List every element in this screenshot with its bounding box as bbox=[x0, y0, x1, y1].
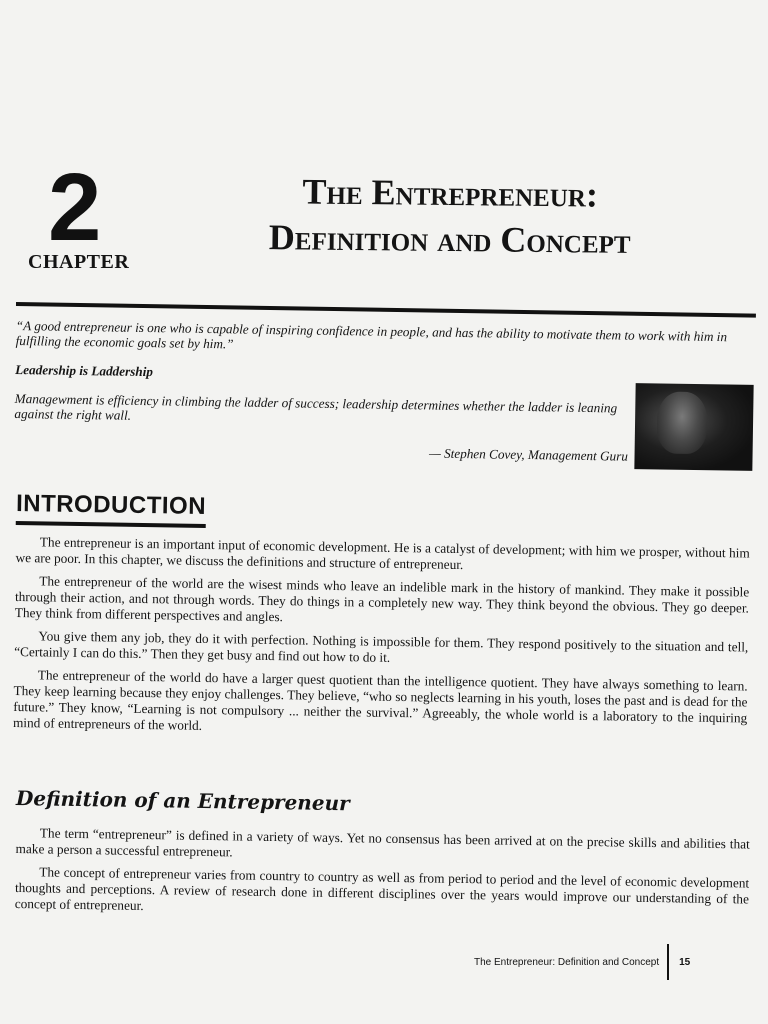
portrait-face bbox=[657, 391, 708, 454]
running-footer-title: The Entrepreneur: Definition and Concept bbox=[474, 956, 660, 968]
chapter-number: 2 bbox=[48, 154, 100, 261]
introduction-paragraph: The entrepreneur of the world are the wisest minds who leave an indelible mark in the history of mankind. They make it possible through their action, and not through words. They do things in a completely new way. They think beyond the obvious. They go deeper. They think from different perspectives and angles. bbox=[14, 573, 750, 625]
definition-paragraph: The term “entrepreneur” is defined in a variety of ways. Yet no consensus has been arrived at on the precise skills and abilities that make a person a successful entrepreneur. bbox=[15, 825, 750, 860]
epigraph-quote: “A good entrepreneur is one who is capable of inspiring confidence in people, and has the ability to motivate them to work with him in fulfilling the economic goals set by him.” bbox=[15, 318, 728, 352]
introduction-paragraph: You give them any job, they do it with perfection. Nothing is impossible for them. They respond positively to the situation and tell, “Certainly I can do this.” Then they get busy and find out how to do it. bbox=[14, 628, 749, 665]
introduction-paragraph: The entrepreneur is an important input of economic development. He is a catalyst of development; with him we prosper, without him we are poor. In this chapter, we discuss the definitions and structure of entrepreneur. bbox=[15, 534, 750, 573]
covey-quote: Managewment is efficiency in climbing the ladder of success; leadership determines whether the ladder is leaning against the right wall. bbox=[14, 390, 618, 423]
page-footer bbox=[474, 944, 690, 980]
definition-paragraph: The concept of entrepreneur varies from country to country as well as from period to period and the level of economic development thoughts and perceptions. A review of research done in different disciplines over the years would improve our understanding of the concept of entrepreneur. bbox=[14, 864, 750, 914]
definition-heading: Definition of an Entrepreneur bbox=[15, 786, 350, 816]
epigraph-heading: Leadership is Laddership bbox=[15, 361, 154, 380]
introduction-paragraph: The entrepreneur of the world do have a larger quest quotient than the intelligence quotient. They have always something to learn. They keep learning because they enjoy challenges. They believe, “who so neglects learning in his youth, loses the past and is dead for the future.” They know, “Learning is not compulsory ... neither the survival.” Agreeably, the whole world is a laboratory to the inquiring mind of entrepreneurs of the world. bbox=[12, 667, 748, 733]
chapter-title bbox=[240, 168, 661, 264]
chapter-divider bbox=[16, 302, 756, 318]
chapter-title-line-1: The Entrepreneur: bbox=[302, 171, 599, 215]
page-number: 15 bbox=[679, 956, 691, 968]
introduction-body bbox=[13, 534, 750, 750]
chapter-title-line-2: Definition and Concept bbox=[268, 217, 631, 261]
footer-divider bbox=[667, 944, 669, 980]
quote-attribution: — Stephen Covey, Management Guru bbox=[428, 445, 629, 464]
introduction-heading: INTRODUCTION bbox=[16, 490, 207, 528]
chapter-label: CHAPTER bbox=[28, 251, 130, 273]
definition-body bbox=[15, 825, 750, 931]
author-portrait bbox=[634, 383, 753, 471]
